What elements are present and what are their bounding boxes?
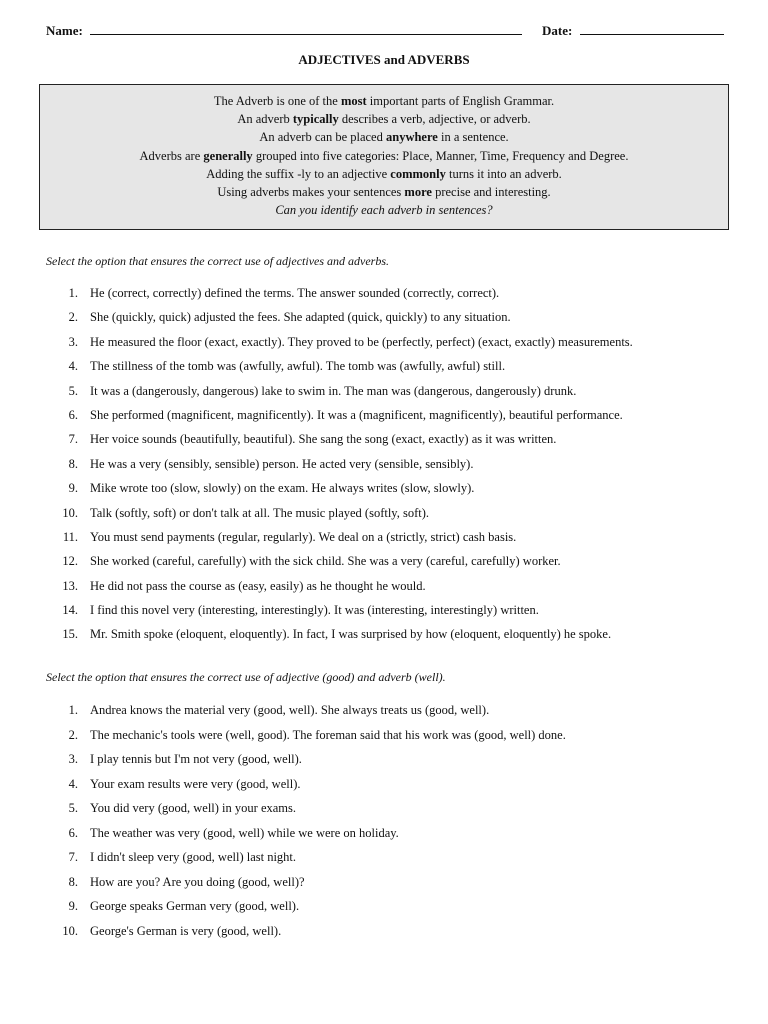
question-number: 5. [68, 801, 78, 816]
question-number: 7. [68, 850, 78, 865]
question-text: I find this novel very (interesting, interestingly). It was (interesting, interestingly) written. [90, 603, 539, 618]
question-number: 13. [62, 578, 78, 593]
date-blank-line[interactable] [580, 22, 724, 35]
name-field[interactable] [46, 22, 522, 39]
question-text: The mechanic's tools were (well, good). The foreman said that his work was (good, well) done. [90, 727, 566, 742]
name-blank-line[interactable] [90, 22, 522, 35]
question-text: He measured the floor (exact, exactly). They proved to be (perfectly, perfect) (exact, exactly) measurements. [90, 334, 633, 349]
question-text: She performed (magnificent, magnificently). It was a (magnificent, magnificently), beautiful performance. [90, 407, 623, 422]
section2-instruction: Select the option that ensures the correct use of adjective (good) and adverb (well). [46, 670, 446, 684]
question-number: 6. [68, 407, 78, 422]
question-number: 2. [68, 727, 78, 742]
question-text: I didn't sleep very (good, well) last night. [90, 850, 297, 865]
question-number: 9. [68, 481, 78, 496]
question-number: 14. [62, 603, 78, 618]
question-text: Mike wrote too (slow, slowly) on the exam. He always writes (slow, slowly). [90, 481, 475, 496]
question-text: George's German is very (good, well). [90, 923, 282, 938]
question-number: 2. [68, 310, 78, 325]
question-number: 10. [62, 923, 78, 938]
info-line-1: The Adverb is one of the most important parts of English Grammar. [213, 94, 555, 108]
question-text: I play tennis but I'm not very (good, well). [90, 752, 302, 767]
question-text: It was a (dangerously, dangerous) lake to swim in. The man was (dangerous, dangerously) drunk. [90, 383, 577, 398]
question-text: Mr. Smith spoke (eloquent, eloquently). In fact, I was surprised by how (eloquent, eloquently) he spoke. [90, 627, 612, 642]
question-number: 4. [68, 776, 78, 791]
date-label: Date: [542, 23, 573, 38]
question-text: He (correct, correctly) defined the terms. The answer sounded (correctly, correct). [90, 286, 500, 300]
question-number: 8. [68, 456, 78, 471]
question-number: 3. [68, 334, 78, 349]
question-number: 8. [68, 874, 78, 889]
question-text: You must send payments (regular, regularly). We deal on a (strictly, strict) cash basis. [90, 529, 517, 544]
question-text: Her voice sounds (beautifully, beautiful). She sang the song (exact, exactly) as it was written. [90, 432, 557, 447]
page-title: ADJECTIVES and ADVERBS [298, 52, 470, 67]
question-text: George speaks German very (good, well). [90, 899, 300, 914]
question-number: 15. [62, 627, 78, 642]
question-number: 3. [68, 752, 78, 767]
info-line-6: Using adverbs makes your sentences more precise and interesting. [217, 185, 551, 200]
question-text: Andrea knows the material very (good, well). She always treats us (good, well). [90, 703, 490, 717]
info-line-2: An adverb typically describes a verb, adjective, or adverb. [237, 112, 531, 127]
question-number: 10. [62, 505, 78, 520]
question-number: 5. [68, 383, 78, 398]
question-number: 12. [62, 554, 78, 569]
question-text: He was a very (sensibly, sensible) person. He acted very (sensible, sensibly). [90, 456, 474, 471]
question-text: He did not pass the course as (easy, easily) as he thought he would. [90, 578, 426, 593]
question-number: 7. [68, 432, 78, 447]
question-number: 6. [68, 825, 78, 840]
info-line-4: Adverbs are generally grouped into five categories: Place, Manner, Time, Frequency and Degree. [139, 148, 629, 163]
question-text: Talk (softly, soft) or don't talk at all. The music played (softly, soft). [90, 505, 430, 520]
section1-instruction: Select the option that ensures the correct use of adjectives and adverbs. [46, 254, 390, 268]
question-number: 4. [68, 359, 78, 374]
question-text: She worked (careful, carefully) with the sick child. She was a very (careful, carefully) worker. [90, 554, 561, 569]
info-line-5: Adding the suffix -ly to an adjective commonly turns it into an adverb. [206, 166, 562, 181]
question-text: Your exam results were very (good, well). [90, 776, 301, 791]
adverb-info-box [39, 84, 729, 230]
question-text: How are you? Are you doing (good, well)? [90, 874, 305, 889]
info-line-7: Can you identify each adverb in sentences? [275, 203, 493, 218]
question-number: 1. [68, 286, 78, 300]
question-text: The stillness of the tomb was (awfully, awful). The tomb was (awfully, awful) still. [90, 359, 506, 374]
name-label: Name: [46, 23, 83, 38]
question-text: She (quickly, quick) adjusted the fees. She adapted (quick, quickly) to any situation. [90, 310, 511, 325]
question-text: You did very (good, well) in your exams. [90, 801, 296, 816]
question-number: 11. [62, 529, 78, 544]
question-text: The weather was very (good, well) while we were on holiday. [90, 825, 399, 840]
date-field[interactable] [542, 22, 724, 39]
info-line-3: An adverb can be placed anywhere in a sentence. [259, 130, 509, 145]
question-number: 9. [68, 899, 78, 914]
question-number: 1. [68, 703, 78, 717]
